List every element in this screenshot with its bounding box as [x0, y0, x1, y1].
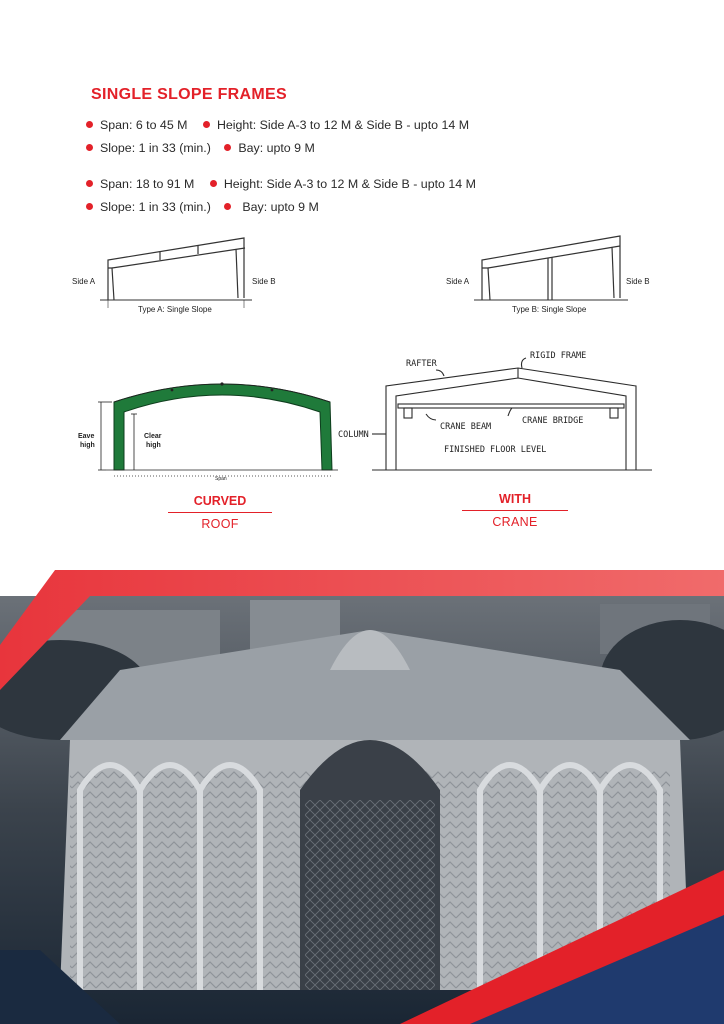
crane-bridge-label: CRANE BRIDGE	[522, 416, 584, 426]
spec-item: Height: Side A-3 to 12 M & Side B - upto 14 M	[210, 177, 476, 191]
bullet-icon	[203, 121, 210, 128]
crane-caption-title: WITH	[499, 492, 531, 506]
building-photo	[0, 570, 724, 1024]
caption-divider	[462, 510, 568, 511]
rafter-label: RAFTER	[406, 359, 437, 369]
spec-line-2	[86, 141, 315, 155]
rigid-frame-label: RIGID FRAME	[530, 351, 587, 361]
bullet-icon	[86, 203, 93, 210]
spec-line-4	[86, 200, 319, 214]
type-a-caption: Type A: Single Slope	[138, 305, 212, 314]
span-label: Span	[215, 476, 227, 482]
bullet-icon	[86, 180, 93, 187]
spec-item: Bay: upto 9 M	[224, 141, 314, 155]
spec-line-1	[86, 118, 469, 132]
bullet-icon	[86, 121, 93, 128]
curved-caption-subtitle: ROOF	[201, 517, 239, 531]
side-a-label: Side A	[446, 277, 470, 286]
spec-item: Bay: upto 9 M	[224, 200, 318, 214]
curved-roof-diagram	[76, 372, 366, 482]
bullet-icon	[224, 203, 231, 210]
spec-item: Slope: 1 in 33 (min.)	[86, 200, 211, 214]
crane-beam-label: CRANE BEAM	[440, 422, 492, 432]
side-b-label: Side B	[252, 277, 276, 286]
crane-frame-diagram	[336, 342, 660, 476]
type-b-single-slope-diagram	[432, 230, 672, 320]
spec-item: Height: Side A-3 to 12 M & Side B - upto 14 M	[203, 118, 469, 132]
spec-item: Slope: 1 in 33 (min.)	[86, 141, 211, 155]
clear-label-2: high	[146, 442, 161, 449]
bullet-icon	[210, 180, 217, 187]
spec-item: Span: 18 to 91 M	[86, 177, 194, 191]
type-a-single-slope-diagram	[60, 230, 300, 320]
side-b-label: Side B	[626, 277, 650, 286]
section-title: SINGLE SLOPE FRAMES	[91, 86, 287, 103]
curved-caption-title: CURVED	[193, 494, 247, 508]
floor-level-label: FINISHED FLOOR LEVEL	[444, 445, 547, 455]
clear-label: Clear	[144, 433, 162, 440]
eave-label-2: high	[80, 442, 95, 449]
type-b-caption: Type B: Single Slope	[512, 305, 587, 314]
eave-label: Eave	[78, 433, 95, 440]
crane-caption-subtitle: CRANE	[492, 515, 538, 529]
bullet-icon	[86, 144, 93, 151]
bullet-icon	[224, 144, 231, 151]
column-label: COLUMN	[338, 430, 369, 440]
side-a-label: Side A	[72, 277, 96, 286]
spec-line-3	[86, 177, 476, 191]
spec-item: Span: 6 to 45 M	[86, 118, 187, 132]
caption-divider	[168, 512, 272, 513]
